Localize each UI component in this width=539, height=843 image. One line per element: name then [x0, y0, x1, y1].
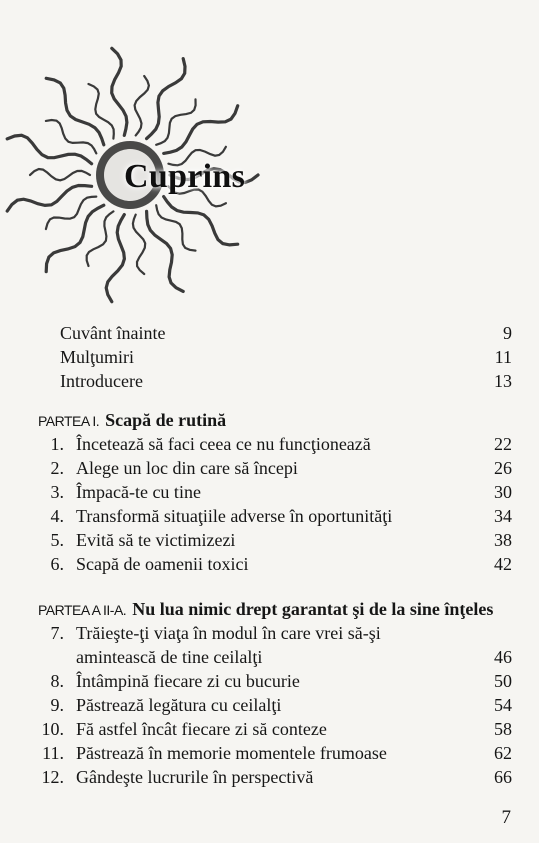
chapter-number: 11.	[42, 743, 64, 763]
chapter-page: 50	[494, 671, 512, 691]
toc-chapter	[38, 717, 512, 741]
toc-chapter	[38, 504, 512, 528]
toc-entry-label: Introducere	[60, 371, 143, 391]
chapter-page: 66	[494, 767, 512, 787]
chapter-page: 58	[494, 719, 512, 739]
chapter-page: 34	[494, 506, 512, 526]
toc-entry-foreword	[60, 321, 512, 345]
page-number: 7	[501, 807, 511, 828]
chapter-number: 12.	[41, 767, 64, 787]
toc-entry-label: Mulţumiri	[60, 347, 135, 367]
chapter-page: 62	[494, 743, 512, 763]
part-title: Nu lua nimic drept garantat şi de la sine înţeles	[132, 599, 494, 619]
sun-ray	[46, 197, 96, 230]
chapter-page: 26	[494, 458, 512, 478]
sun-ray	[135, 76, 149, 135]
sun-ray	[133, 215, 145, 274]
chapter-number: 10.	[41, 719, 64, 739]
part-label: PARTEA I.	[38, 413, 100, 429]
chapter-title: Păstrează în memorie momentele frumoase	[76, 743, 387, 763]
toc-entry-page: 13	[494, 371, 512, 391]
chapter-number: 4.	[50, 506, 64, 526]
toc-entry-page: 9	[503, 323, 512, 343]
sun-ray	[30, 169, 90, 180]
chapter-title: Transformă situaţiile adverse în oportunităţi	[76, 506, 393, 526]
chapter-number: 5.	[50, 530, 64, 550]
chapter-number: 2.	[50, 458, 64, 478]
toc-entry-introduction	[60, 369, 512, 393]
part-heading-1	[38, 408, 518, 432]
toc-chapter	[38, 552, 512, 576]
chapter-title: Scapă de oamenii toxici	[76, 554, 249, 574]
chapter-title: Încetează să faci ceea ce nu funcţionează	[76, 434, 371, 454]
toc-chapter	[38, 456, 512, 480]
sun-ray	[147, 59, 185, 139]
chapter-title: Păstrează legătura cu ceilalţi	[76, 695, 282, 715]
toc-chapter	[38, 621, 512, 645]
toc-chapter	[38, 528, 512, 552]
chapter-title: Împacă-te cu tine	[76, 482, 201, 502]
chapter-title-line2: amintească de tine ceilalţi	[76, 647, 263, 667]
chapter-number: 6.	[50, 554, 64, 574]
page-title: Cuprins	[124, 158, 246, 195]
chapter-number: 1.	[50, 434, 64, 454]
toc-chapter	[38, 669, 512, 693]
chapter-number: 3.	[50, 482, 64, 502]
chapter-page: 46	[494, 647, 512, 667]
part-heading-2	[38, 597, 518, 621]
chapter-page: 42	[494, 554, 512, 574]
chapter-number: 8.	[50, 671, 64, 691]
chapter-page: 54	[494, 695, 512, 715]
toc-chapter	[38, 432, 512, 456]
sun-ray	[106, 215, 124, 302]
toc-entry-acknowledgements	[60, 345, 512, 369]
chapter-title: Evită să te victimizezi	[76, 530, 236, 550]
chapter-number: 7.	[50, 623, 64, 643]
chapter-title: Fă astfel încât fiecare zi să conteze	[76, 719, 327, 739]
toc-entry-page: 11	[494, 347, 512, 367]
chapter-page: 30	[494, 482, 512, 502]
chapter-page: 22	[494, 434, 512, 454]
chapter-title: Alege un loc din care să începi	[76, 458, 298, 478]
chapter-number: 9.	[50, 695, 64, 715]
toc-chapter	[38, 480, 512, 504]
sun-ray	[7, 135, 91, 163]
sun-ray	[112, 48, 127, 135]
toc-chapter	[38, 693, 512, 717]
toc-entry-label: Cuvânt înainte	[60, 323, 166, 343]
toc-chapter	[38, 765, 512, 789]
part-label: PARTEA A II-A.	[38, 602, 127, 618]
chapter-page: 38	[494, 530, 512, 550]
part-title: Scapă de rutină	[105, 410, 227, 430]
toc-chapter-continued	[38, 645, 512, 669]
chapter-title: Trăieşte-ţi viaţa în modul în care vrei să-şi	[76, 623, 381, 643]
chapter-title: Întâmpină fiecare zi cu bucurie	[76, 671, 300, 691]
sun-ray	[87, 211, 114, 266]
toc-chapter	[38, 741, 512, 765]
chapter-title: Gândeşte lucrurile în perspectivă	[76, 767, 314, 787]
sun-ray	[89, 84, 114, 139]
